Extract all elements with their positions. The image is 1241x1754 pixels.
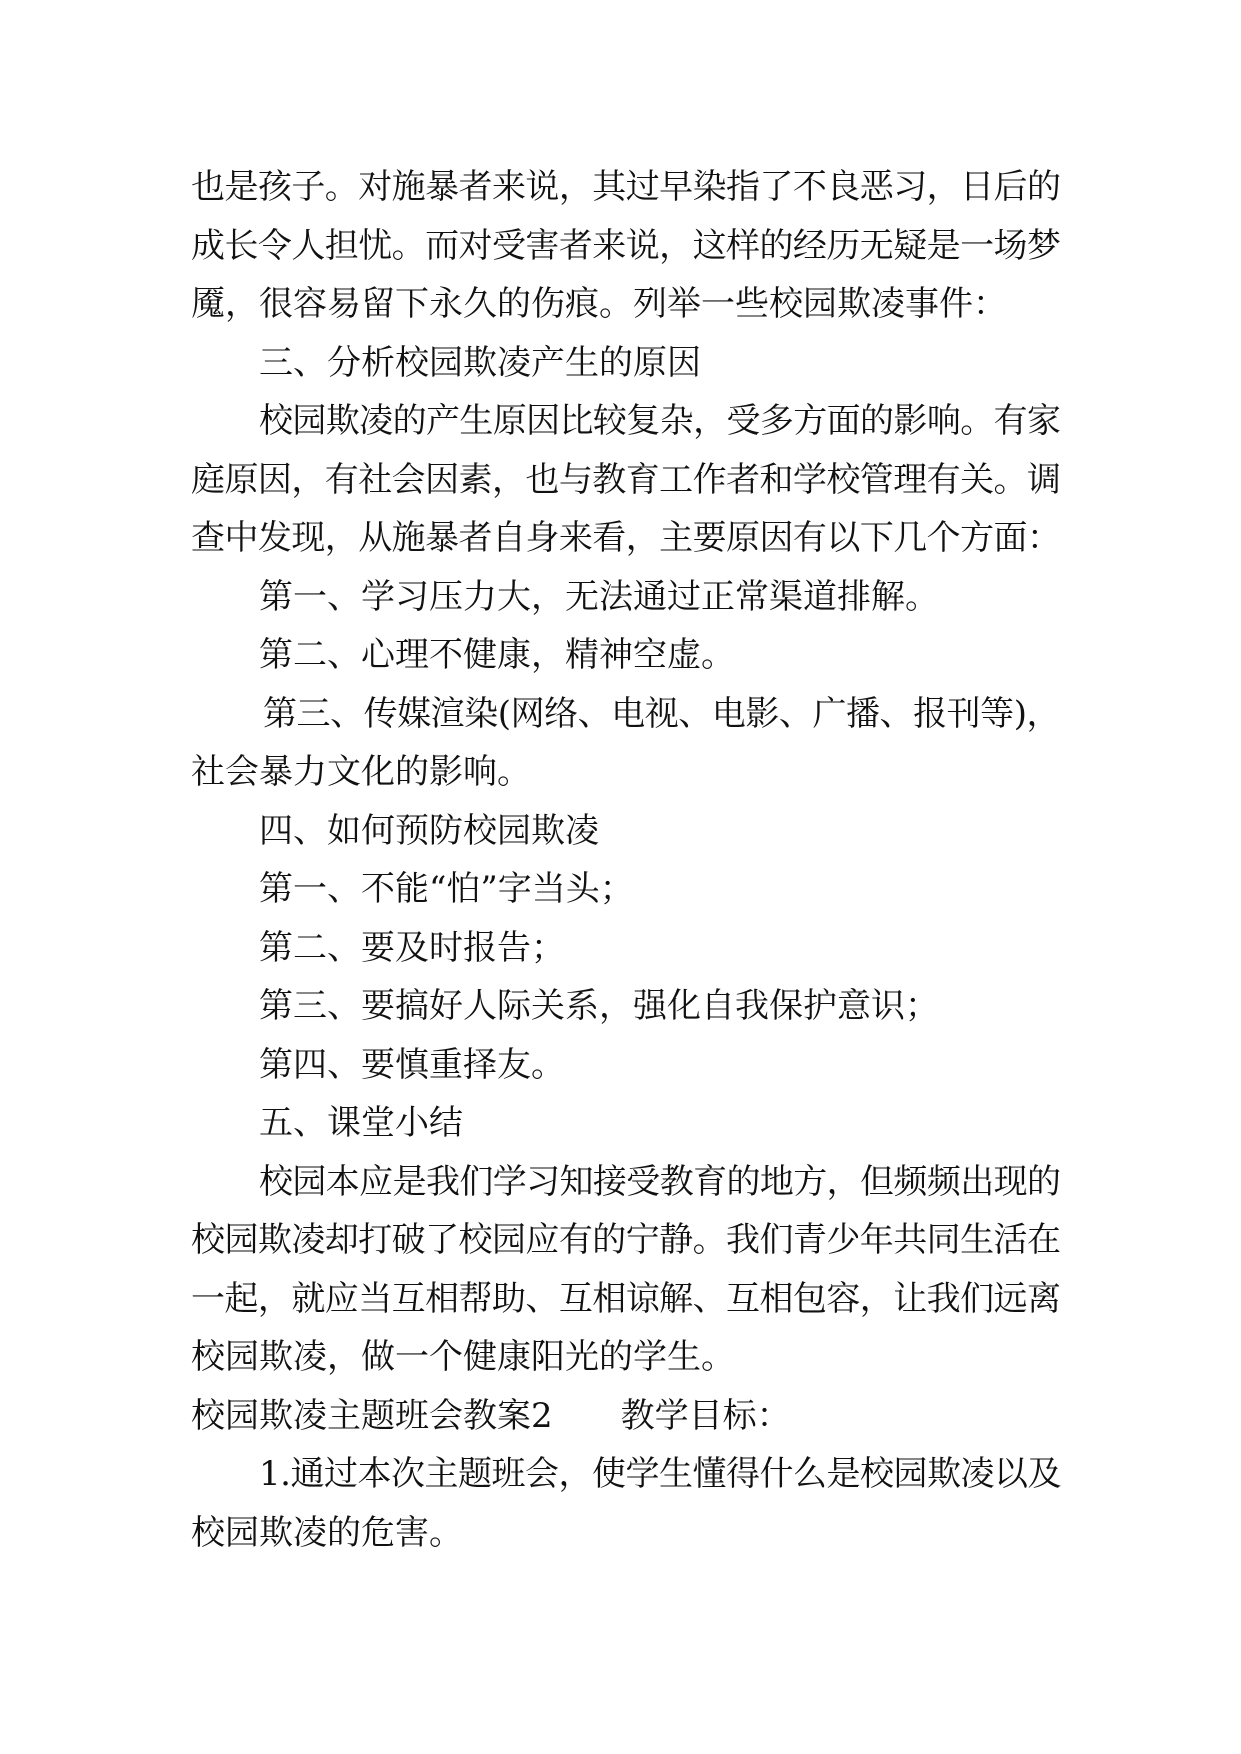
paragraph-line: 一起，就应当互相帮助、互相谅解、互相包容，让我们远离 [191, 1278, 1061, 1319]
list-item: 第一、学习压力大，无法通过正常渠道排解。 [259, 576, 939, 617]
list-item: 第一、不能“怕”字当头； [259, 869, 634, 909]
paragraph-line: 校园欺凌却打破了校园应有的宁静。我们青少年共同生活在 [191, 1220, 1061, 1260]
objectives-label: 教学目标： [620, 1395, 791, 1436]
list-item: 第二、要及时报告； [259, 927, 565, 968]
lesson-title: 校园欺凌主题班会教案2 [191, 1395, 553, 1436]
paragraph-line: 魇，很容易留下永久的伤痕。列举一些校园欺凌事件： [191, 284, 1007, 324]
paragraph-line: 庭原因，有社会因素，也与教育工作者和学校管理有关。调 [191, 459, 1061, 500]
paragraph-line: 查中发现，从施暴者自身来看，主要原因有以下几个方面： [191, 518, 1061, 558]
section-heading: 三、分析校园欺凌产生的原因 [259, 342, 701, 383]
section-heading: 四、如何预防校园欺凌 [259, 810, 599, 851]
objective-item: 1.通过本次主题班会，使学生懂得什么是校园欺凌以及 [259, 1454, 1061, 1494]
paragraph-line: 校园本应是我们学习知接受教育的地方，但频频出现的 [259, 1161, 1061, 1202]
paragraph-line: 校园欺凌的危害。 [191, 1512, 463, 1553]
list-item: 第三、传媒渲染(网络、电视、电影、广播、报刊等)， [263, 693, 1061, 734]
paragraph-line: 也是孩子。对施暴者来说，其过早染指了不良恶习，日后的 [191, 167, 1061, 207]
list-item: 第四、要慎重择友。 [259, 1044, 565, 1085]
paragraph-line: 成长令人担忧。而对受害者来说，这样的经历无疑是一场梦 [191, 225, 1061, 266]
paragraph-line: 校园欺凌，做一个健康阳光的学生。 [191, 1337, 735, 1377]
section-heading: 五、课堂小结 [259, 1103, 463, 1143]
paragraph-line: 社会暴力文化的影响。 [191, 752, 531, 792]
list-item: 第三、要搞好人际关系，强化自我保护意识； [259, 986, 939, 1026]
paragraph-line: 校园欺凌的产生原因比较复杂，受多方面的影响。有家 [259, 401, 1061, 441]
document-body [191, 158, 1061, 1562]
list-item: 第二、心理不健康，精神空虚。 [259, 635, 735, 675]
lesson-title-line [191, 1387, 1061, 1446]
